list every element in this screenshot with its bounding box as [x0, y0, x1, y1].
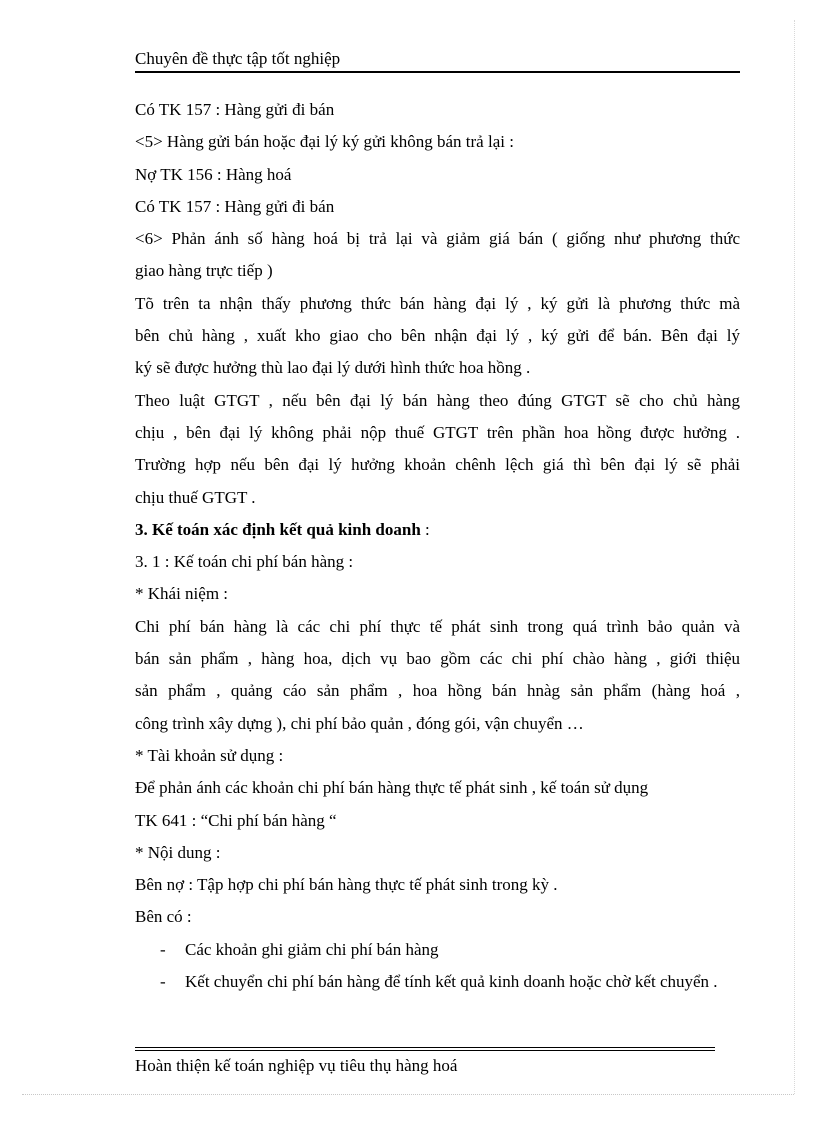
- footer-divider: [135, 1047, 715, 1051]
- page-edge-bottom: [22, 1094, 794, 1095]
- page-footer: [135, 1055, 735, 1077]
- paragraph-line: Trường hợp nếu bên đại lý hưởng khoản chênh lệch giá thì bên đại lý sẽ phải: [135, 455, 740, 475]
- account-label: * Tài khoản sử dụng :: [135, 745, 284, 765]
- dash-bullet: -: [160, 939, 166, 959]
- list-item: [135, 966, 740, 998]
- content-label: * Nội dung :: [135, 842, 221, 862]
- paragraph-line: bán sản phẩm , hàng hoa, dịch vụ bao gồm các chi phí chào hàng , giới thiệu: [135, 649, 740, 669]
- paragraph-line: ký sẽ được hưởng thù lao đại lý dưới hình thức hoa hồng .: [135, 358, 531, 378]
- credit-line: Bên có :: [135, 907, 192, 927]
- paragraph-line: chịu , bên đại lý không phải nộp thuế GTGT trên phần hoa hồng được hưởng .: [135, 422, 740, 442]
- paragraph-line: bên chủ hàng , xuất kho giao cho bên nhận đại lý , ký gửi để bán. Bên đại lý: [135, 326, 740, 346]
- document-body: [135, 94, 740, 998]
- paragraph-line: TK 641 : “Chi phí bán hàng “: [135, 810, 337, 830]
- footer-title: Hoàn thiện kế toán nghiệp vụ tiêu thụ hàng hoá: [135, 1056, 458, 1075]
- paragraph-line: giao hàng trực tiếp ): [135, 261, 273, 281]
- section-heading: [135, 514, 740, 546]
- paragraph-line: Theo luật GTGT , nếu bên đại lý bán hàng theo đúng GTGT sẽ cho chủ hàng: [135, 390, 740, 410]
- page-header: [135, 48, 740, 73]
- page-edge-right: [794, 20, 795, 1094]
- list-item-text: Kết chuyển chi phí bán hàng để tính kết quả kinh doanh hoặc chờ kết chuyển .: [185, 972, 718, 992]
- header-title: Chuyên đề thực tập tốt nghiệp: [135, 49, 341, 68]
- text-line: Có TK 157 : Hàng gửi đi bán: [135, 196, 335, 216]
- concept-label: * Khái niệm :: [135, 584, 229, 604]
- section-heading-text: 3. Kế toán xác định kết quả kinh doanh: [135, 519, 421, 539]
- bullet-list: [135, 934, 740, 999]
- section-heading-colon: :: [420, 519, 430, 539]
- paragraph-line: <6> Phản ánh số hàng hoá bị trả lại và giảm giá bán ( giống như phương thức: [135, 229, 740, 249]
- paragraph-line: Để phản ánh các khoản chi phí bán hàng thực tế phát sinh , kế toán sử dụng: [135, 778, 649, 798]
- paragraph-line: Chi phí bán hàng là các chi phí thực tế phát sinh trong quá trình bảo quản và: [135, 616, 740, 636]
- debit-line: Bên nợ : Tập hợp chi phí bán hàng thực tế phát sinh trong kỳ .: [135, 875, 558, 895]
- paragraph-line: công trình xây dựng ), chi phí bảo quản , đóng gói, vận chuyển …: [135, 713, 584, 733]
- paragraph-line: sản phẩm , quảng cáo sản phẩm , hoa hồng bán hnàg sản phẩm (hàng hoá ,: [135, 681, 740, 701]
- text-line: Có TK 157 : Hàng gửi đi bán: [135, 100, 335, 119]
- text-line: <5> Hàng gửi bán hoặc đại lý ký gửi không bán trả lại :: [135, 132, 514, 152]
- paragraph-line: Tõ trên ta nhận thấy phương thức bán hàng đại lý , ký gửi là phương thức mà: [135, 293, 740, 313]
- list-item-text: Các khoản ghi giảm chi phí bán hàng: [185, 939, 439, 959]
- text-line: Nợ TK 156 : Hàng hoá: [135, 164, 292, 184]
- dash-bullet: -: [160, 972, 166, 992]
- subsection-heading: 3. 1 : Kế toán chi phí bán hàng :: [135, 552, 354, 572]
- paragraph-line: chịu thuế GTGT .: [135, 487, 256, 507]
- list-item: [135, 934, 740, 966]
